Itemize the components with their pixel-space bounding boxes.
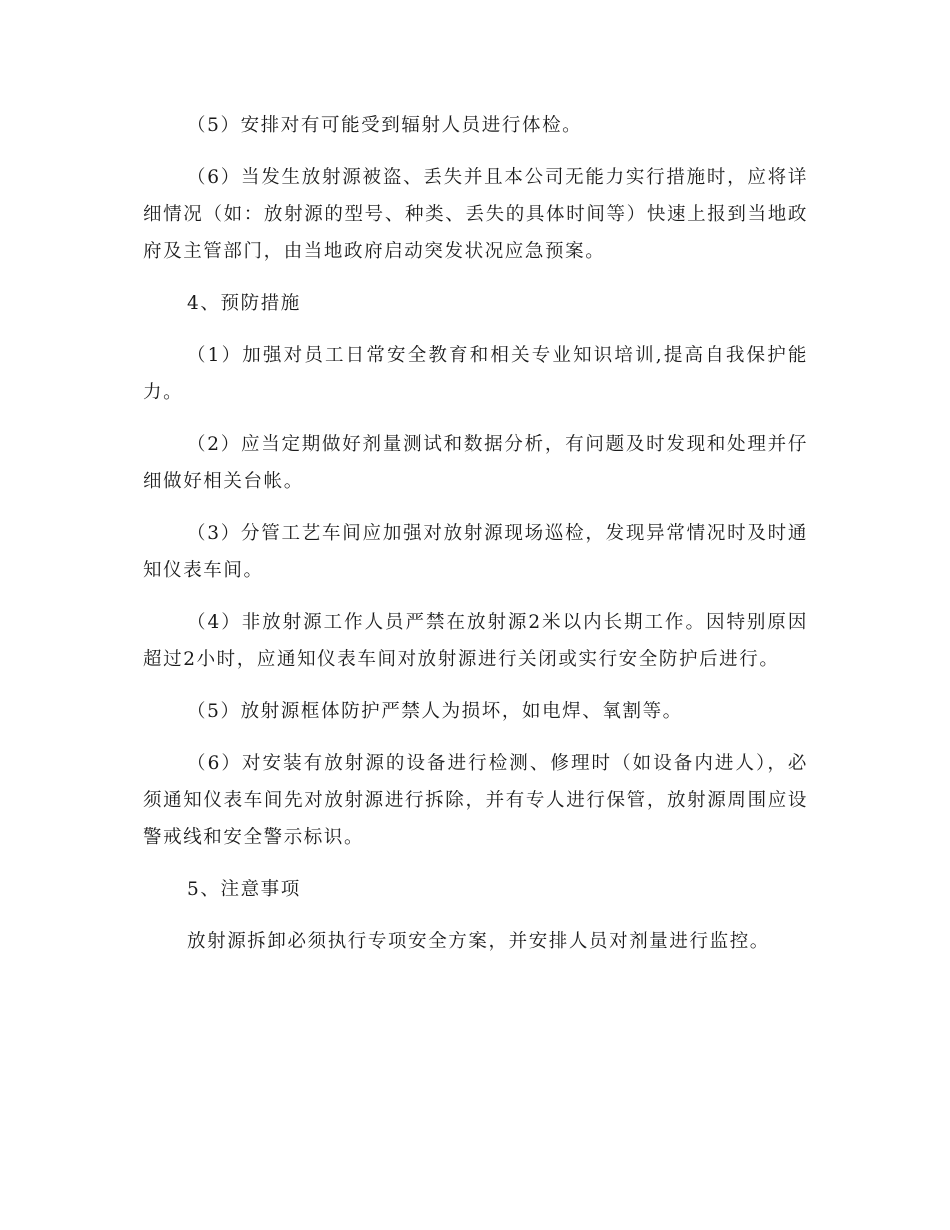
- paragraph-prevention-4: （4）非放射源工作人员严禁在放射源2米以内长期工作。因特别原因超过2小时，应通知仪表车间对放射源进行关闭或实行安全防护后进行。: [143, 612, 808, 670]
- section-heading-notes: 5、注意事项: [187, 879, 301, 900]
- section-heading-prevention: 4、预防措施: [187, 293, 301, 314]
- paragraph-item-6-report-theft: （6）当发生放射源被盗、丢失并且本公司无能力实行措施时，应将详细情况（如：放射源的型号、种类、丢失的具体时间等）快速上报到当地政府及主管部门，由当地政府启动突发状况应急预案。: [143, 167, 808, 262]
- paragraph-prevention-2: （2）应当定期做好剂量测试和数据分析，有问题及时发现和处理并仔细做好相关台帐。: [143, 434, 808, 492]
- paragraph-prevention-3: （3）分管工艺车间应加强对放射源现场巡检，发现异常情况时及时通知仪表车间。: [143, 523, 808, 581]
- paragraph-prevention-1: （1）加强对员工日常安全教育和相关专业知识培训,提高自我保护能力。: [143, 345, 808, 403]
- paragraph-prevention-6: （6）对安装有放射源的设备进行检测、修理时（如设备内进人），必须通知仪表车间先对放射源进行拆除，并有专人进行保管，放射源周围应设警戒线和安全警示标识。: [143, 753, 808, 848]
- document-body: [143, 107, 808, 975]
- paragraph-notes: 放射源拆卸必须执行专项安全方案，并安排人员对剂量进行监控。: [187, 931, 770, 952]
- paragraph-prevention-5: （5）放射源框体防护严禁人为损坏，如电焊、氧割等。: [187, 701, 683, 722]
- paragraph-item-5-medical-exam: （5）安排对有可能受到辐射人员进行体检。: [187, 115, 583, 136]
